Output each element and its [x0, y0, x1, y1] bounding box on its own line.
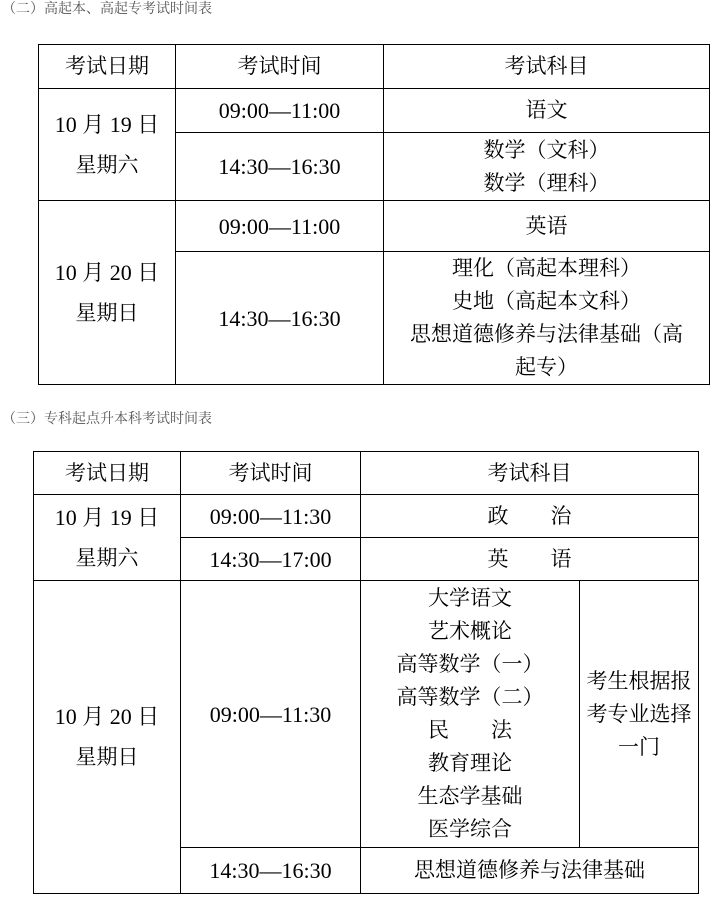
table-header-row — [34, 452, 699, 495]
time-cell: 14:30—17:00 — [181, 538, 361, 581]
time-cell: 09:00—11:30 — [181, 581, 361, 848]
table-row — [39, 89, 710, 133]
subject-item: 大学语文 — [428, 586, 512, 610]
section2-caption: （二）高起本、高起专考试时间表 — [2, 1, 212, 17]
table-row — [39, 201, 710, 252]
time-cell: 09:00—11:00 — [176, 201, 384, 252]
subject-cell — [384, 252, 710, 385]
note-line: 一门 — [618, 734, 660, 759]
section3-caption: （三）专科起点升本科考试时间表 — [2, 411, 212, 427]
subject-item: 高等数学（一） — [396, 652, 544, 676]
table-row — [34, 495, 699, 538]
subject-item: 理化（高起本理科） — [452, 256, 641, 280]
note-line: 考生根据报 — [586, 668, 692, 693]
time-cell: 09:00—11:00 — [176, 89, 384, 133]
subject-item: 起专） — [515, 355, 578, 379]
subject-item: 高等数学（二） — [396, 685, 544, 709]
time-cell: 14:30—16:30 — [176, 252, 384, 385]
subject-item: 教育理论 — [428, 751, 512, 775]
header-exam-date: 考试日期 — [34, 452, 181, 495]
subject-cell — [384, 201, 710, 252]
table-header-row — [39, 45, 710, 89]
high-school-exam-schedule-table — [38, 44, 710, 385]
subject-note-cell — [580, 581, 699, 848]
subject-item: 思想道德修养与法律基础（高 — [410, 322, 683, 346]
date-cell — [34, 495, 181, 581]
time-cell: 14:30—16:30 — [181, 848, 361, 894]
subject-item: 数学（文科） — [483, 137, 610, 162]
weekday-label: 星期六 — [75, 152, 139, 177]
date-cell — [39, 201, 176, 385]
header-exam-date: 考试日期 — [39, 45, 176, 89]
subject-cell: 政 治 — [361, 495, 699, 538]
header-exam-time: 考试时间 — [181, 452, 361, 495]
weekday-label: 星期六 — [75, 545, 139, 570]
subject-item: 语文 — [525, 98, 568, 122]
header-exam-subject: 考试科目 — [384, 45, 710, 89]
subject-item: 民 法 — [428, 718, 512, 742]
subject-item: 史地（高起本文科） — [452, 289, 641, 313]
upgrade-exam-schedule-table — [33, 451, 699, 894]
date-label: 10 月 19 日 — [54, 111, 160, 137]
time-cell: 09:00—11:30 — [181, 495, 361, 538]
header-exam-time: 考试时间 — [176, 45, 384, 89]
date-cell — [34, 581, 181, 894]
subject-item: 生态学基础 — [417, 784, 523, 808]
subject-item: 艺术概论 — [428, 619, 512, 643]
header-exam-subject: 考试科目 — [361, 452, 699, 495]
date-label: 10 月 19 日 — [54, 504, 160, 530]
subject-item: 英语 — [525, 213, 568, 238]
subject-cell — [384, 133, 710, 201]
subject-cell: 英 语 — [361, 538, 699, 581]
weekday-label: 星期日 — [75, 300, 139, 325]
table-row — [34, 581, 699, 848]
date-label: 10 月 20 日 — [54, 259, 160, 285]
subject-cell — [384, 89, 710, 133]
date-label: 10 月 20 日 — [54, 704, 160, 729]
weekday-label: 星期日 — [75, 745, 139, 769]
note-line: 考专业选择 — [586, 701, 692, 726]
date-cell — [39, 89, 176, 201]
subject-cell: 思想道德修养与法律基础 — [361, 848, 699, 894]
subject-item: 数学（理科） — [483, 170, 610, 195]
time-cell: 14:30—16:30 — [176, 133, 384, 201]
subject-item: 医学综合 — [428, 817, 512, 841]
subject-list-cell — [361, 581, 580, 848]
